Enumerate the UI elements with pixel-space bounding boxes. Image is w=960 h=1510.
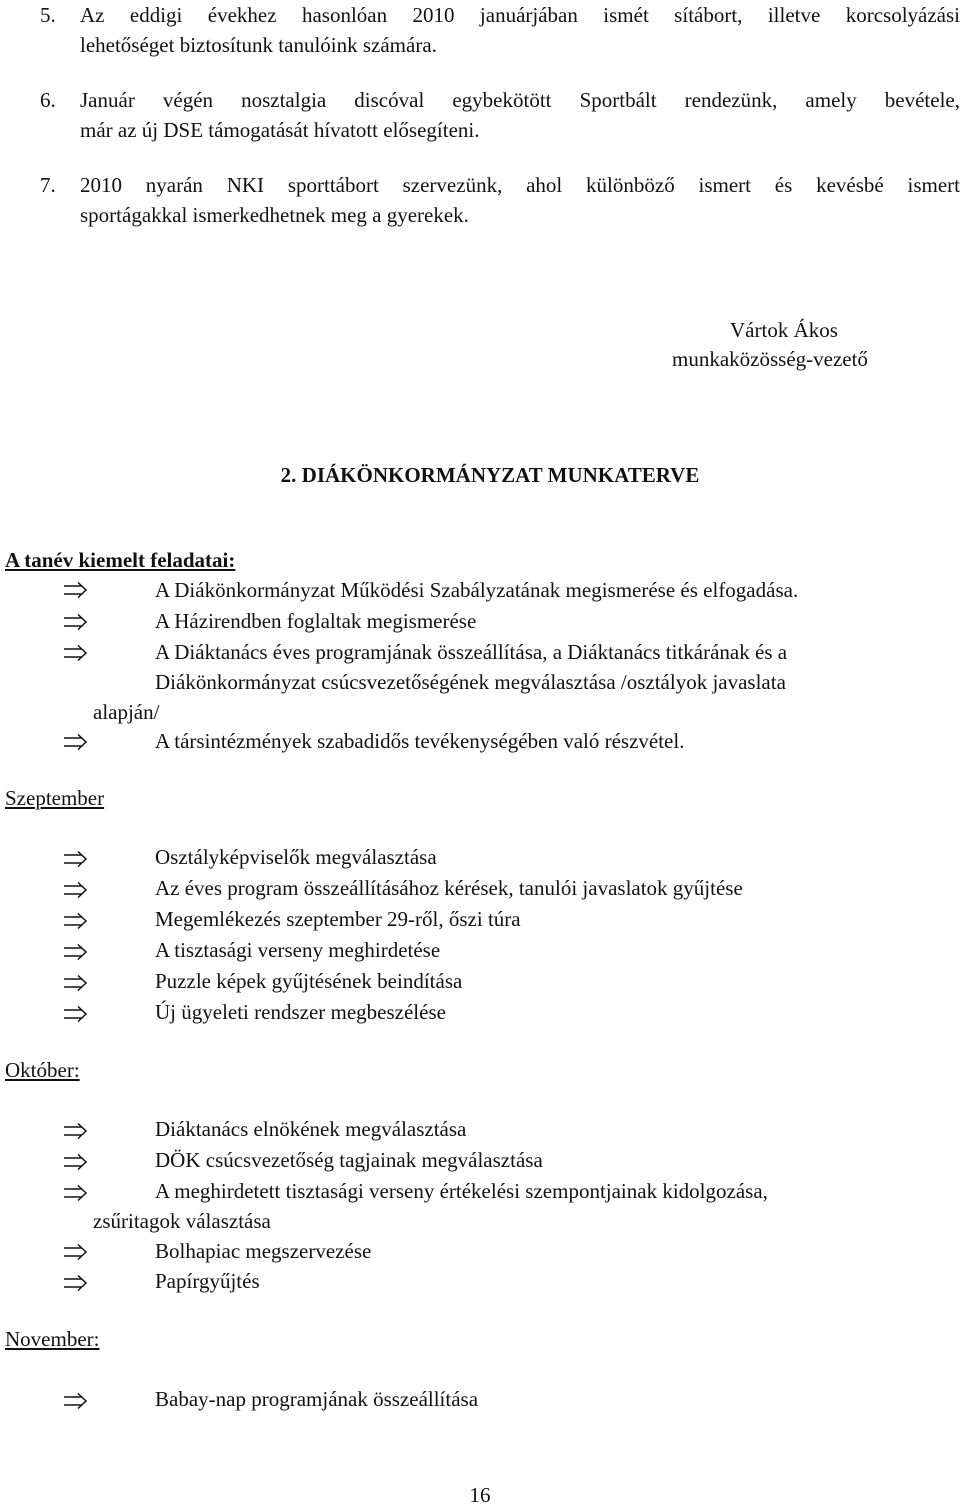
implies-arrow-icon xyxy=(62,1184,90,1202)
item-text-line: 2010 nyarán NKI sporttábort szervezünk, ahol különböző ismert és kevésbé ismert xyxy=(80,173,960,197)
implies-arrow-icon xyxy=(62,1005,90,1023)
item-number: 7. xyxy=(40,173,56,197)
list-item: Diáktanács elnökének megválasztása xyxy=(155,1117,467,1141)
highlighted-heading: A tanév kiemelt feladatai: xyxy=(5,548,236,572)
month-heading: November: xyxy=(5,1327,100,1351)
item-text-line: Január végén nosztalgia discóval egybekötött Sportbált rendezünk, amely bevétele, xyxy=(80,88,960,112)
list-item: Puzzle képek gyűjtésének beindítása xyxy=(155,969,463,993)
implies-arrow-icon xyxy=(62,1243,90,1261)
implies-arrow-icon xyxy=(62,881,90,899)
section-title: 2. DIÁKÖNKORMÁNYZAT MUNKATERVE xyxy=(280,463,700,487)
implies-arrow-icon xyxy=(62,1122,90,1140)
list-item: Papírgyűjtés xyxy=(155,1269,260,1293)
implies-arrow-icon xyxy=(62,613,90,631)
list-item-continuation: zsűritagok választása xyxy=(93,1209,271,1233)
month-heading: Október: xyxy=(5,1058,80,1082)
item-text-line: már az új DSE támogatását hívatott elősegíteni. xyxy=(80,118,480,142)
list-item-continuation: Diákönkormányzat csúcsvezetőségének megválasztása /osztályok javaslata xyxy=(155,670,786,694)
list-item: A Diákönkormányzat Működési Szabályzatának megismerése és elfogadása. xyxy=(155,578,799,602)
signature-name: Vártok Ákos xyxy=(730,318,838,342)
signature-role: munkaközösség-vezető xyxy=(672,347,868,371)
list-item-continuation: alapján/ xyxy=(93,700,160,724)
page-number: 16 xyxy=(469,1483,491,1507)
implies-arrow-icon xyxy=(62,974,90,992)
implies-arrow-icon xyxy=(62,1274,90,1292)
item-number: 6. xyxy=(40,88,56,112)
list-item: A tisztasági verseny meghirdetése xyxy=(155,938,441,962)
list-item: Bolhapiac megszervezése xyxy=(155,1239,372,1263)
item-text-line: lehetőséget biztosítunk tanulóink számára. xyxy=(80,33,437,57)
list-item: A társintézmények szabadidős tevékenységében való részvétel. xyxy=(155,729,685,753)
implies-arrow-icon xyxy=(62,733,90,751)
implies-arrow-icon xyxy=(62,1392,90,1410)
item-text-line: sportágakkal ismerkedhetnek meg a gyerekek. xyxy=(80,203,469,227)
list-item: Megemlékezés szeptember 29-ről, őszi túra xyxy=(155,907,521,931)
item-text-line: Az eddigi évekhez hasonlóan 2010 januárjában ismét sítábort, illetve korcsolyázási xyxy=(80,3,960,27)
list-item: Új ügyeleti rendszer megbeszélése xyxy=(155,1000,446,1024)
implies-arrow-icon xyxy=(62,644,90,662)
implies-arrow-icon xyxy=(62,1153,90,1171)
implies-arrow-icon xyxy=(62,912,90,930)
list-item: Osztályképviselők megválasztása xyxy=(155,845,437,869)
list-item: A Házirendben foglaltak megismerése xyxy=(155,609,477,633)
list-item: Babay-nap programjának összeállítása xyxy=(155,1387,479,1411)
list-item: Az éves program összeállításához kérések, tanulói javaslatok gyűjtése xyxy=(155,876,743,900)
implies-arrow-icon xyxy=(62,850,90,868)
implies-arrow-icon xyxy=(62,943,90,961)
month-heading: Szeptember xyxy=(5,786,105,810)
list-item: A Diáktanács éves programjának összeállítása, a Diáktanács titkárának és a xyxy=(155,640,788,664)
implies-arrow-icon xyxy=(62,581,90,599)
list-item: DÖK csúcsvezetőség tagjainak megválasztása xyxy=(155,1148,543,1172)
item-number: 5. xyxy=(40,3,56,27)
list-item: A meghirdetett tisztasági verseny értékelési szempontjainak kidolgozása, xyxy=(155,1179,768,1203)
